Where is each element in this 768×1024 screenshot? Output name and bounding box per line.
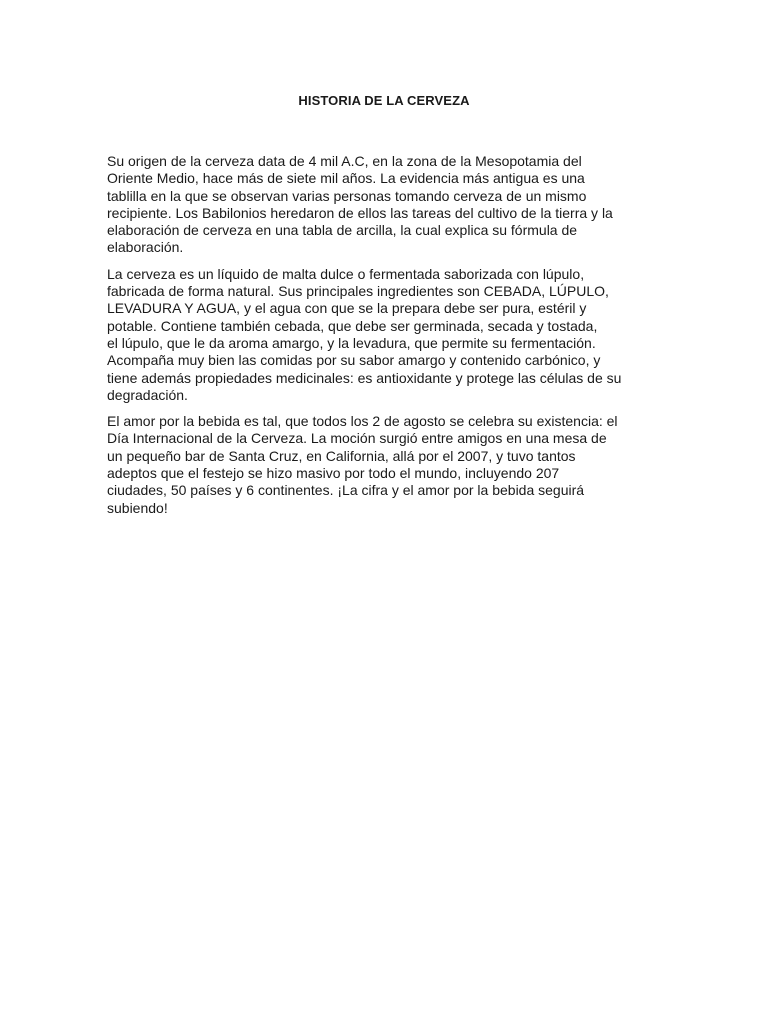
text-line: Acompaña muy bien las comidas por su sabor amargo y contenido carbónico, y [107,352,601,369]
text-line: adeptos que el festejo se hizo masivo por todo el mundo, incluyendo 207 [107,465,560,482]
text-line: ciudades, 50 países y 6 continentes. ¡La cifra y el amor por la bebida seguirá [107,482,585,499]
text-line: Oriente Medio, hace más de siete mil años. La evidencia más antigua es una [107,170,585,187]
text-line: La cerveza es un líquido de malta dulce o fermentada saborizada con lúpulo, [107,265,585,282]
text-line: El amor por la bebida es tal, que todos los 2 de agosto se celebra su existencia: el [107,413,618,430]
paragraph-celebration [107,413,667,517]
text-line: recipiente. Los Babilonios heredaron de ellos las tareas del cultivo de la tierra y la [107,204,613,221]
text-line: tablilla en la que se observan varias personas tomando cerveza de un mismo [107,187,587,204]
text-line: LEVADURA Y AGUA, y el agua con que se la prepara debe ser pura, estéril y [107,300,587,317]
text-line: elaboración. [107,239,184,256]
paragraph-origin [107,153,667,257]
text-line: Su origen de la cerveza data de 4 mil A.C, en la zona de la Mesopotamia del [107,153,582,169]
document-title: HISTORIA DE LA CERVEZA [298,93,470,108]
text-line: elaboración de cerveza en una tabla de arcilla, la cual explica su fórmula de [107,222,578,239]
text-line: degradación. [107,386,188,403]
text-line: el lúpulo, que le da aroma amargo, y la levadura, que permite su fermentación. [107,334,596,351]
text-line: potable. Contiene también cebada, que debe ser germinada, secada y tostada, [107,317,598,334]
text-line: Día Internacional de la Cerveza. La moción surgió entre amigos en una mesa de [107,430,607,447]
paragraph-ingredients [107,266,667,404]
text-line: fabricada de forma natural. Sus principales ingredientes son CEBADA, LÚPULO, [107,283,609,300]
text-line: un pequeño bar de Santa Cruz, en California, allá por el 2007, y tuvo tantos [107,447,576,464]
text-line: subiendo! [107,499,168,516]
document-body [107,153,667,526]
text-line: tiene además propiedades medicinales: es antioxidante y protege las células de su [107,369,622,386]
